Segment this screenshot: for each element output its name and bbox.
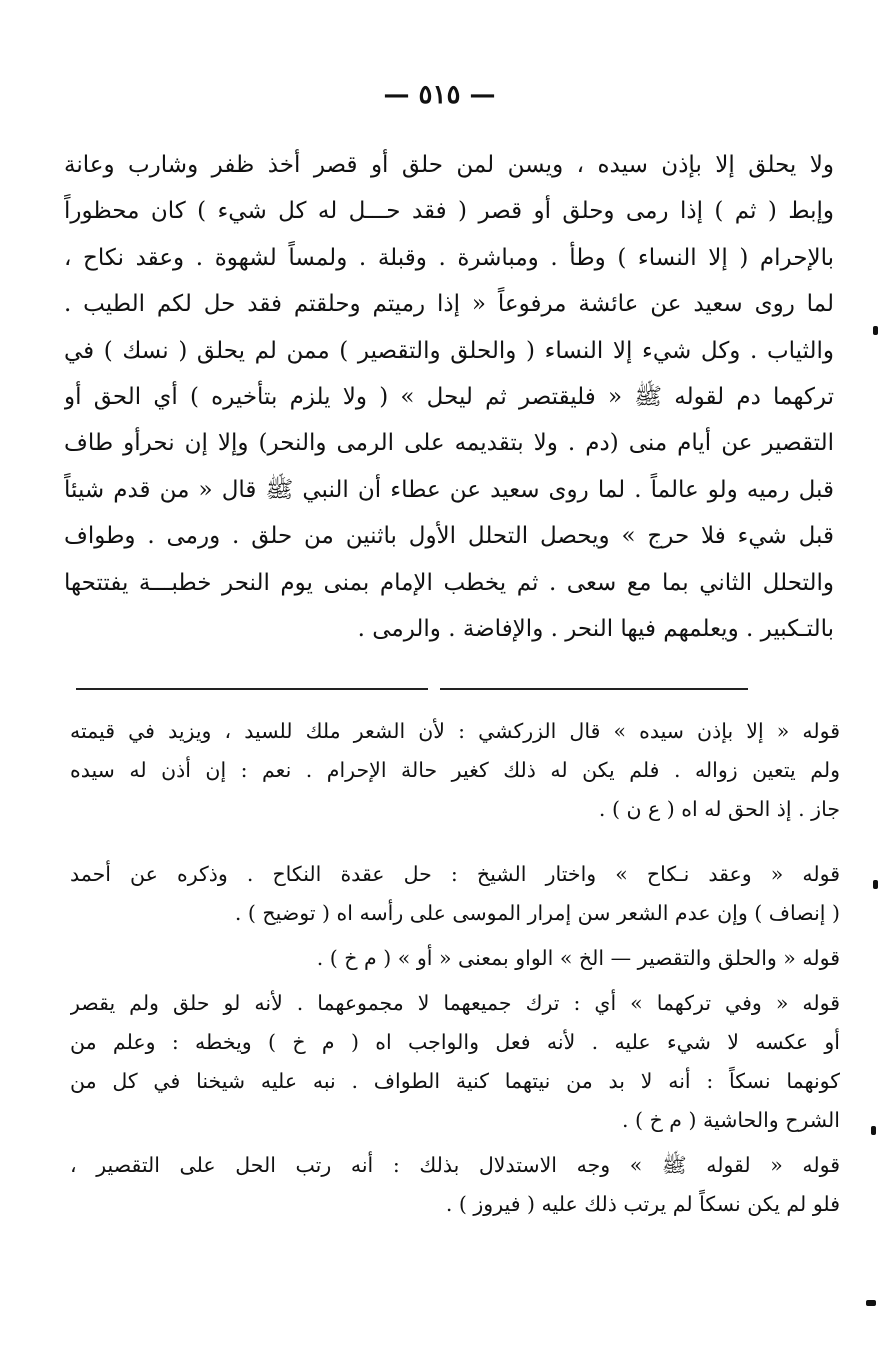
main-text-line: لما روى سعيد عن عائشة مرفوعاً « إذا رميتم وحلقتم فقد حل لكم الطيب . — [64, 291, 834, 318]
scan-mark — [871, 1126, 876, 1135]
footnote-line: ( إنصاف ) وإن عدم الشعر سن إمرار الموسى على رأسه اه ( توضيح ) . — [234, 901, 840, 925]
footnote-line: الشرح والحاشية ( م خ ) . — [622, 1108, 840, 1132]
main-text-line: قبل رميه ولو عالماً . لما روى سعيد عن عطاء أن النبي ﷺ قال « من قدم شيئاً — [64, 476, 834, 503]
footnote — [70, 712, 840, 829]
footnote-line: قوله « لقوله ﷺ » وجه الاستدلال بذلك : أنه رتب الحل على التقصير ، — [70, 1153, 840, 1177]
main-text-line: بالتـكبير . ويعلمهم فيها النحر . والإفاضة . والرمى . — [357, 615, 834, 642]
main-text-line: وإبط ( ثم ) إذا رمى وحلق أو قصر ( فقد حـــل له كل شيء ) كان محظوراً — [64, 198, 834, 225]
footnote-line: ولم يتعين زواله . فلم يكن له ذلك كغير حالة الإحرام . نعم : إن أذن له سيده — [70, 758, 840, 782]
footnote — [70, 984, 840, 1140]
footnote — [70, 855, 840, 933]
main-text-line: التقصير عن أيام منى (دم . ولا بتقديمه على الرمى والنحر) وإلا إن نحرأو طاف — [64, 430, 834, 457]
main-text-block — [64, 142, 834, 652]
footnote — [70, 939, 840, 978]
main-text-line: قبل شيء فلا حرج » ويحصل التحلل الأول باثنين من حلق . ورمى . وطواف — [64, 523, 834, 550]
footnote-line: قوله « إلا بإذن سيده » قال الزركشي : لأن الشعر ملك للسيد ، ويزيد في قيمته — [70, 719, 840, 743]
main-text-line: والتحلل الثاني بما مع سعى . ثم يخطب الإمام بمنى يوم النحر خطبـــة يفتتحها — [64, 569, 834, 596]
scan-mark — [873, 326, 878, 335]
main-text-line: والثياب . وكل شيء إلا النساء ( والحلق والتقصير ) ممن لم يحلق ( نسك ) في — [64, 337, 834, 364]
footnote-divider-left — [76, 688, 428, 690]
main-text-line: تركهما دم لقوله ﷺ « فليقتصر ثم ليحل » ( ولا يلزم بتأخيره ) أي الحق أو — [64, 383, 834, 410]
footnote-line: أو عكسه لا شيء عليه . لأنه فعل والواجب اه ( م خ ) ويخطه : وعلم من — [70, 1030, 840, 1054]
footnote — [70, 1146, 840, 1224]
footnote-line: كونهما نسكاً : أنه لا بد من نيتهما كنية الطواف . نبه عليه شيخنا في كل من — [70, 1069, 840, 1093]
main-text-line: بالإحرام ( إلا النساء ) وطأ . ومباشرة . وقبلة . ولمساً لشهوة . وعقد نكاح ، — [64, 244, 834, 271]
scan-mark — [866, 1300, 876, 1306]
footnote-line: قوله « والحلق والتقصير — الخ » الواو بمعنى « أو » ( م خ ) . — [316, 946, 840, 970]
footnote-divider-right — [440, 688, 748, 690]
footnote-line: فلو لم يكن نسكاً لم يرتب ذلك عليه ( فيروز ) . — [445, 1192, 840, 1216]
footnote-line: جاز . إذ الحق له اه ( ع ن ) . — [598, 797, 840, 821]
main-text-line: ولا يحلق إلا بإذن سيده ، ويسن لمن حلق أو قصر أخذ ظفر وشارب وعانة — [64, 152, 834, 178]
footnote-line: قوله « وفي تركهما » أي : ترك جميعهما لا مجموعهما . لأنه لو حلق ولم يقصر — [70, 991, 840, 1015]
scan-mark — [873, 880, 878, 889]
footnotes-block — [70, 712, 840, 1224]
page-number: — ٥١٥ — — [383, 80, 496, 110]
footnote-line: قوله « وعقد نـكاح » واختار الشيخ : حل عقدة النكاح . وذكره عن أحمد — [70, 862, 840, 886]
